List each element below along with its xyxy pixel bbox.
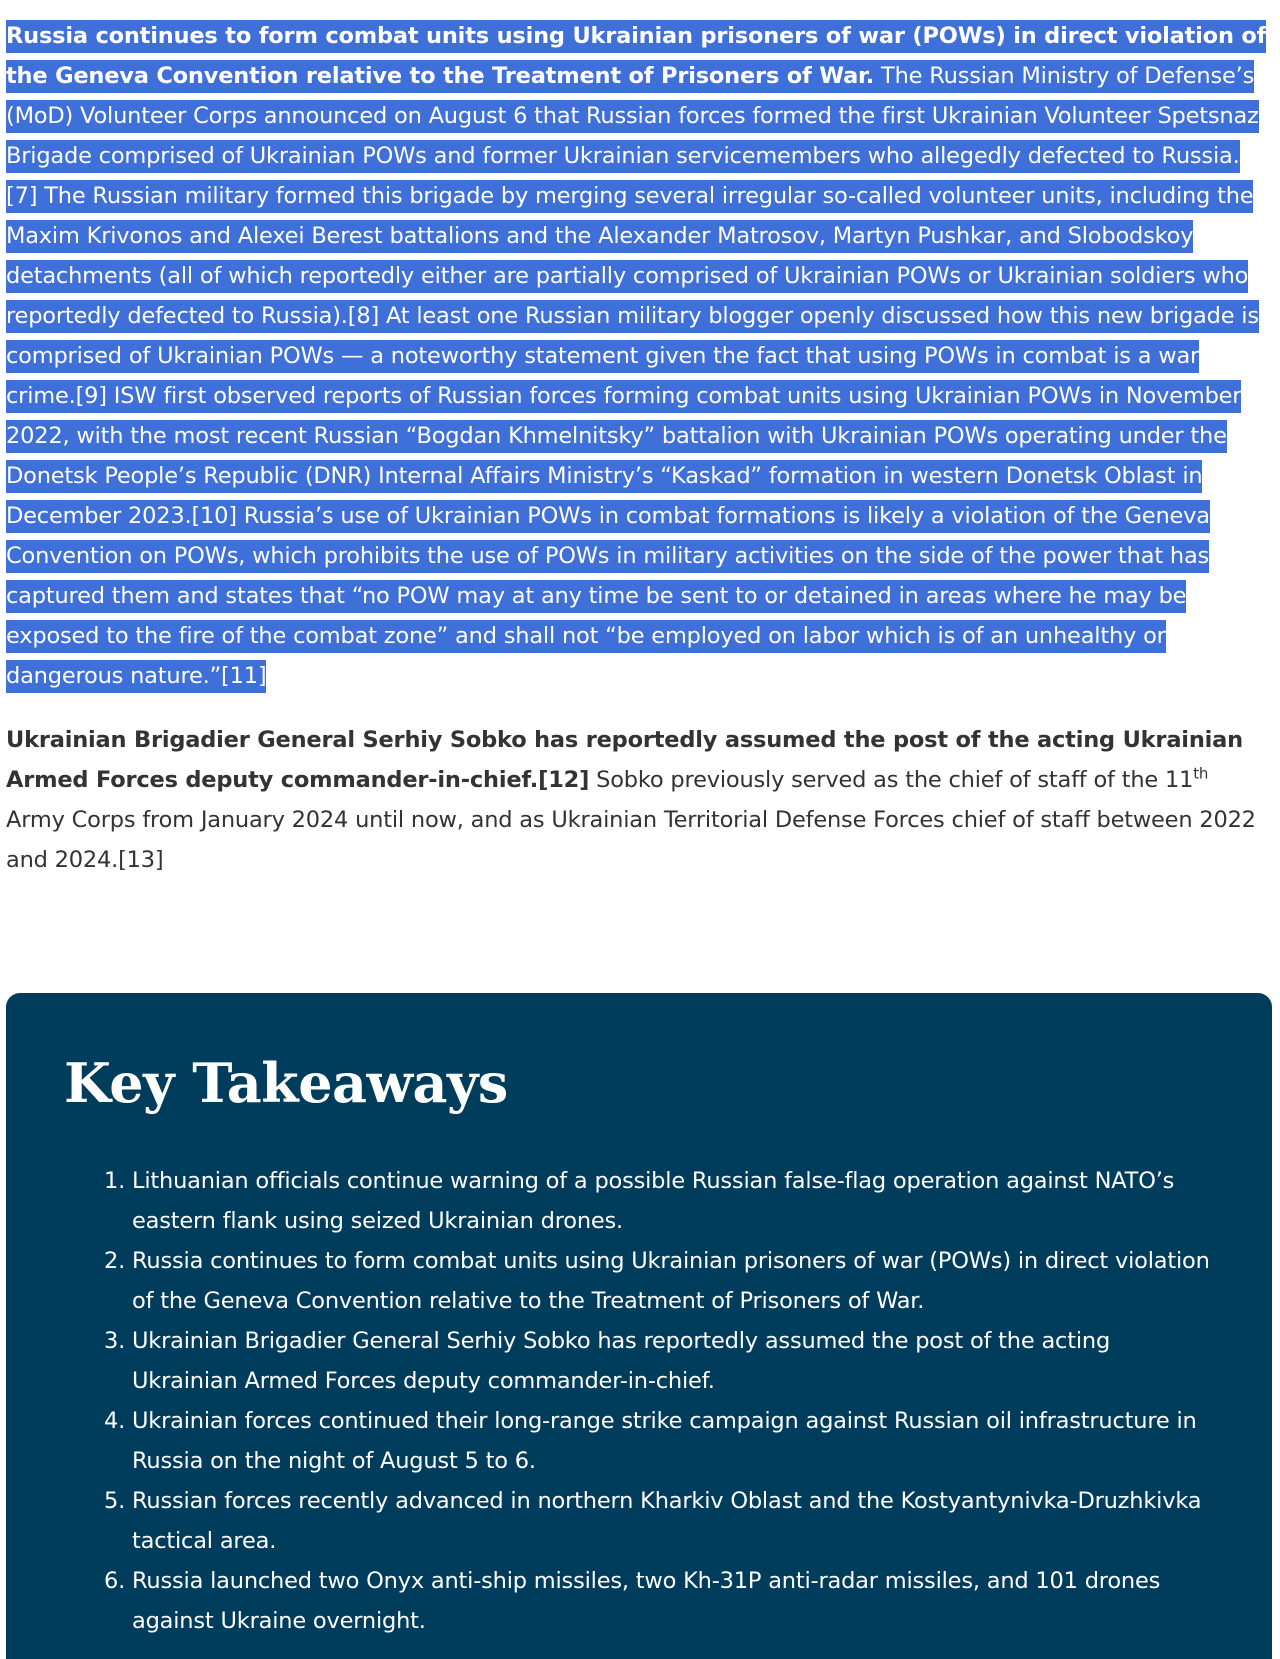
paragraph-lead: Ukrainian Brigadier General Serhiy Sobko has reportedly assumed the post of the acting Ukrainian Armed Forces deputy commander-in-chief.[12] bbox=[6, 727, 1243, 793]
list-item: 6. Russia launched two Onyx anti-ship missiles, two Kh-31P anti-radar missiles, and 101 drones against Ukraine overnight. bbox=[132, 1561, 1212, 1641]
paragraph-pow-units[interactable] bbox=[6, 16, 1268, 696]
paragraph-body: Sobko previously served as the chief of staff of the 11 bbox=[589, 767, 1194, 793]
article-content bbox=[6, 16, 1268, 880]
key-takeaways-list bbox=[6, 1161, 1212, 1641]
list-item: 4. Ukrainian forces continued their long-range strike campaign against Russian oil infrastructure in Russia on the night of August 5 to 6. bbox=[132, 1401, 1212, 1481]
selected-text[interactable] bbox=[6, 20, 1266, 693]
list-item: 5. Russian forces recently advanced in northern Kharkiv Oblast and the Kostyantynivka-Druzhkivka tactical area. bbox=[132, 1481, 1212, 1561]
paragraph-body: The Russian Ministry of Defense’s (MoD) Volunteer Corps announced on August 6 that Russian forces formed the first Ukrainian Volunteer Spetsnaz Brigade comprised of Ukrainian POWs and former Ukrainian servicemembers who allegedly defected to Russia.[7] The Russian military formed this brigade by merging several irregular so-called volunteer units, including the Maxim Krivonos and Alexei Berest battalions and the Alexander Matrosov, Martyn Pushkar, and Slobodskoy detachments (all of which reportedly either are partially comprised of Ukrainian POWs or Ukrainian soldiers who reportedly defected to Russia).[8] At least one Russian military blogger openly discussed how this new brigade is comprised of Ukrainian POWs — a noteworthy statement given the fact that using POWs in combat is a war crime.[9] ISW first observed reports of Russian forces forming combat units using Ukrainian POWs in November 2022, with the most recent Russian “Bogdan Khmelnitsky” battalion with Ukrainian POWs operating under the Donetsk People’s Republic (DNR) Internal Affairs Ministry’s “Kaskad” formation in western Donetsk Oblast in December 2023.[10] Russia’s use of Ukrainian POWs in combat formations is likely a violation of the Geneva Convention on POWs, which prohibits the use of POWs in military activities on the side of the power that has captured them and states that “no POW may at any time be sent to or detained in areas where he may be exposed to the fire of the combat zone” and shall not “be employed on labor which is of an unhealthy or dangerous nature.”[11] bbox=[6, 63, 1259, 689]
key-takeaways-title: Key Takeaways bbox=[64, 1051, 508, 1115]
ordinal-superscript: th bbox=[1193, 764, 1209, 783]
list-item: 3. Ukrainian Brigadier General Serhiy Sobko has reportedly assumed the post of the acting Ukrainian Armed Forces deputy commander-in-chief. bbox=[132, 1321, 1212, 1401]
list-item: 1. Lithuanian officials continue warning of a possible Russian false-flag operation against NATO’s eastern flank using seized Ukrainian drones. bbox=[132, 1161, 1212, 1241]
list-item: 2. Russia continues to form combat units using Ukrainian prisoners of war (POWs) in direct violation of the Geneva Convention relative to the Treatment of Prisoners of War. bbox=[132, 1241, 1212, 1321]
key-takeaways-box bbox=[6, 993, 1272, 1659]
paragraph-sobko bbox=[6, 720, 1268, 880]
paragraph-body-continued: Army Corps from January 2024 until now, and as Ukrainian Territorial Defense Forces chief of staff between 2022 and 2024.[13] bbox=[6, 807, 1256, 873]
paragraph-lead: Russia continues to form combat units using Ukrainian prisoners of war (POWs) in direct violation of the Geneva Convention relative to the Treatment of Prisoners of War. bbox=[6, 23, 1267, 89]
